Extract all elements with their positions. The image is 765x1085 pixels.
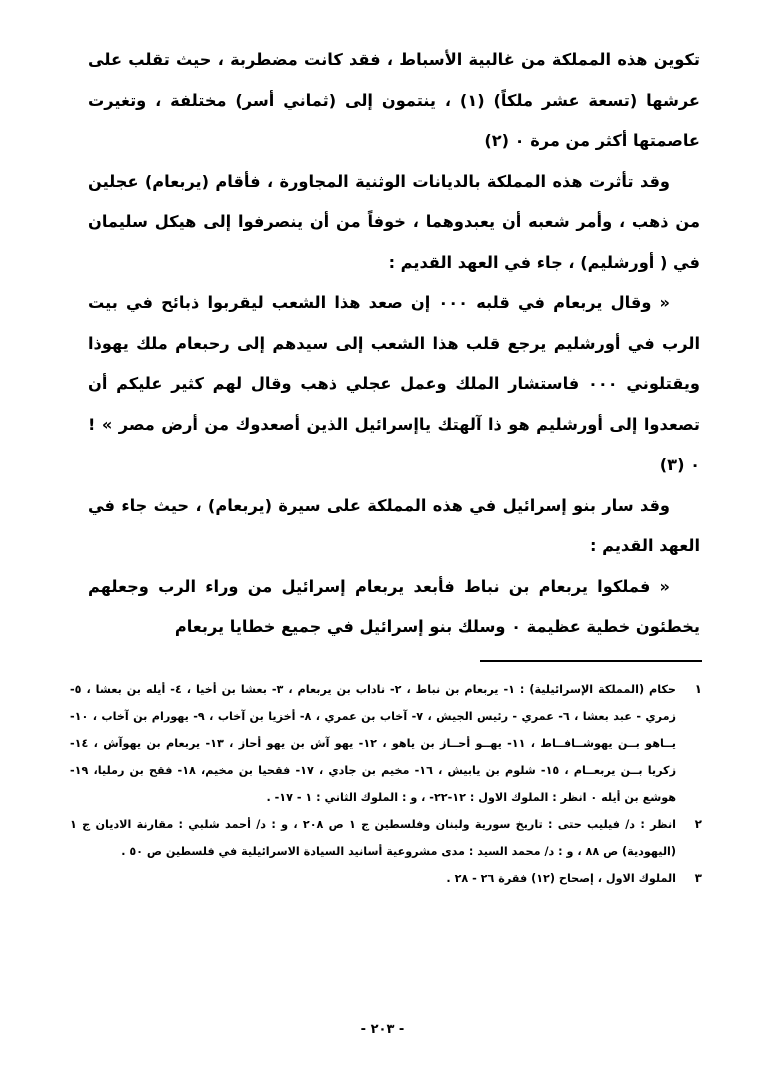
footnote-3 [70,865,702,892]
footnote-number: ١ [694,682,702,696]
page-number: - ٢٠٣ - [360,1022,405,1037]
footnote-text: الملوك الاول ، إصحاح (١٢) فقرة ٢٦ - ٢٨ . [446,872,676,885]
quote-paragraph-2: « فملكوا يربعام بن نباط فأبعد يربعام إسرائيل من وراء الرب وجعلهم يخطئون خطية عظيمة ٠ وسلك بنو إسرائيل في جميع خطايا يربعام [88,576,700,636]
quote-paragraph-1: « وقال يربعام في قلبه ٠٠٠ إن صعد هذا الشعب ليقربوا ذبائح في بيت الرب في أورشليم يرجع قلب هذا الشعب إلى سيدهم إلى رحبعام ملك يهوذا ويقتلوني ٠٠٠ فاستشار الملك وعمل عجلي ذهب وقال لهم كثير عليكم أن تصعدوا إلى أورشليم هو ذا آلهتك ياإسرائيل الذين أصعدوك من أرض مصر » ! ٠ (٣) [88,293,700,474]
paragraph-1: تكوين هذه المملكة من غالبية الأسباط ، فقد كانت مضطربة ، حيث تقلب على عرشها (تسعة عشر ملكاً) (١) ، ينتمون إلى (ثماني أسر) مختلفة ، وتغيرت عاصمتها أكثر من مرة ٠ (٢) [88,50,700,150]
footnote-1 [70,676,702,811]
footnote-text: حكام (المملكة الإسرائيلية) : ١- يربعام بن نباط ، ٢- ناداب بن يربعام ، ٣- بعشا بن أخيا ، ٤- أيله بن بعشا ، ٥- زمري - عبد بعشا ، ٦- عمري - رئيس الجيش ، ٧- آخاب بن عمري ، ٨- أخزيا بن آخاب ، ٩- يهورام بن آخاب ، ١٠- يــاهو بــن يهوشــافــاط ، ١١- يهــو أحــاز بن ياهو ، ١٢- يهو آش بن يهو أحاز ، ١٣- يربعام بن يهوآش ، ١٤- زكريا بــن يربعــام ، ١٥- شلوم بن يابيش ، ١٦- مخيم بن جادي ، ١٧- فقحيا بن مخيم، ١٨- فقح بن رمليا، ١٩- هوشع بن أيله ٠ انظر : الملوك الاول : ١٢-٢٢- ، و : الملوك الثاني : ١ - ١٧- . [70,683,677,804]
footnote-number: ٣ [694,871,702,885]
footnote-text: انظر : د/ فيليب حتى : تاريخ سورية ولبنان وفلسطين ج ١ ص ٢٠٨ ، و : د/ أحمد شلبي : مقارنة الاديان ج ١ (اليهودية) ص ٨٨ ، و : د/ محمد السيد : مدى مشروعية أسانيد السيادة الاسرائيلية في فلسطين ص ٥٠ . [70,818,676,858]
footnote-2 [70,811,702,865]
paragraph-2: وقد تأثرت هذه المملكة بالديانات الوثنية المجاورة ، فأقام (يربعام) عجلين من ذهب ، وأمر شعبه أن يعبدوهما ، خوفاً من أن ينصرفوا إلى هيكل سليمان في ( أورشليم) ، جاء في العهد القديم : [88,171,700,272]
footnotes [70,676,702,892]
body-text [88,40,700,648]
paragraph-3: وقد سار بنو إسرائيل في هذه المملكة على سيرة (يربعام) ، حيث جاء في العهد القديم : [88,495,700,555]
footnote-divider [480,660,702,662]
footnote-number: ٢ [694,817,702,831]
